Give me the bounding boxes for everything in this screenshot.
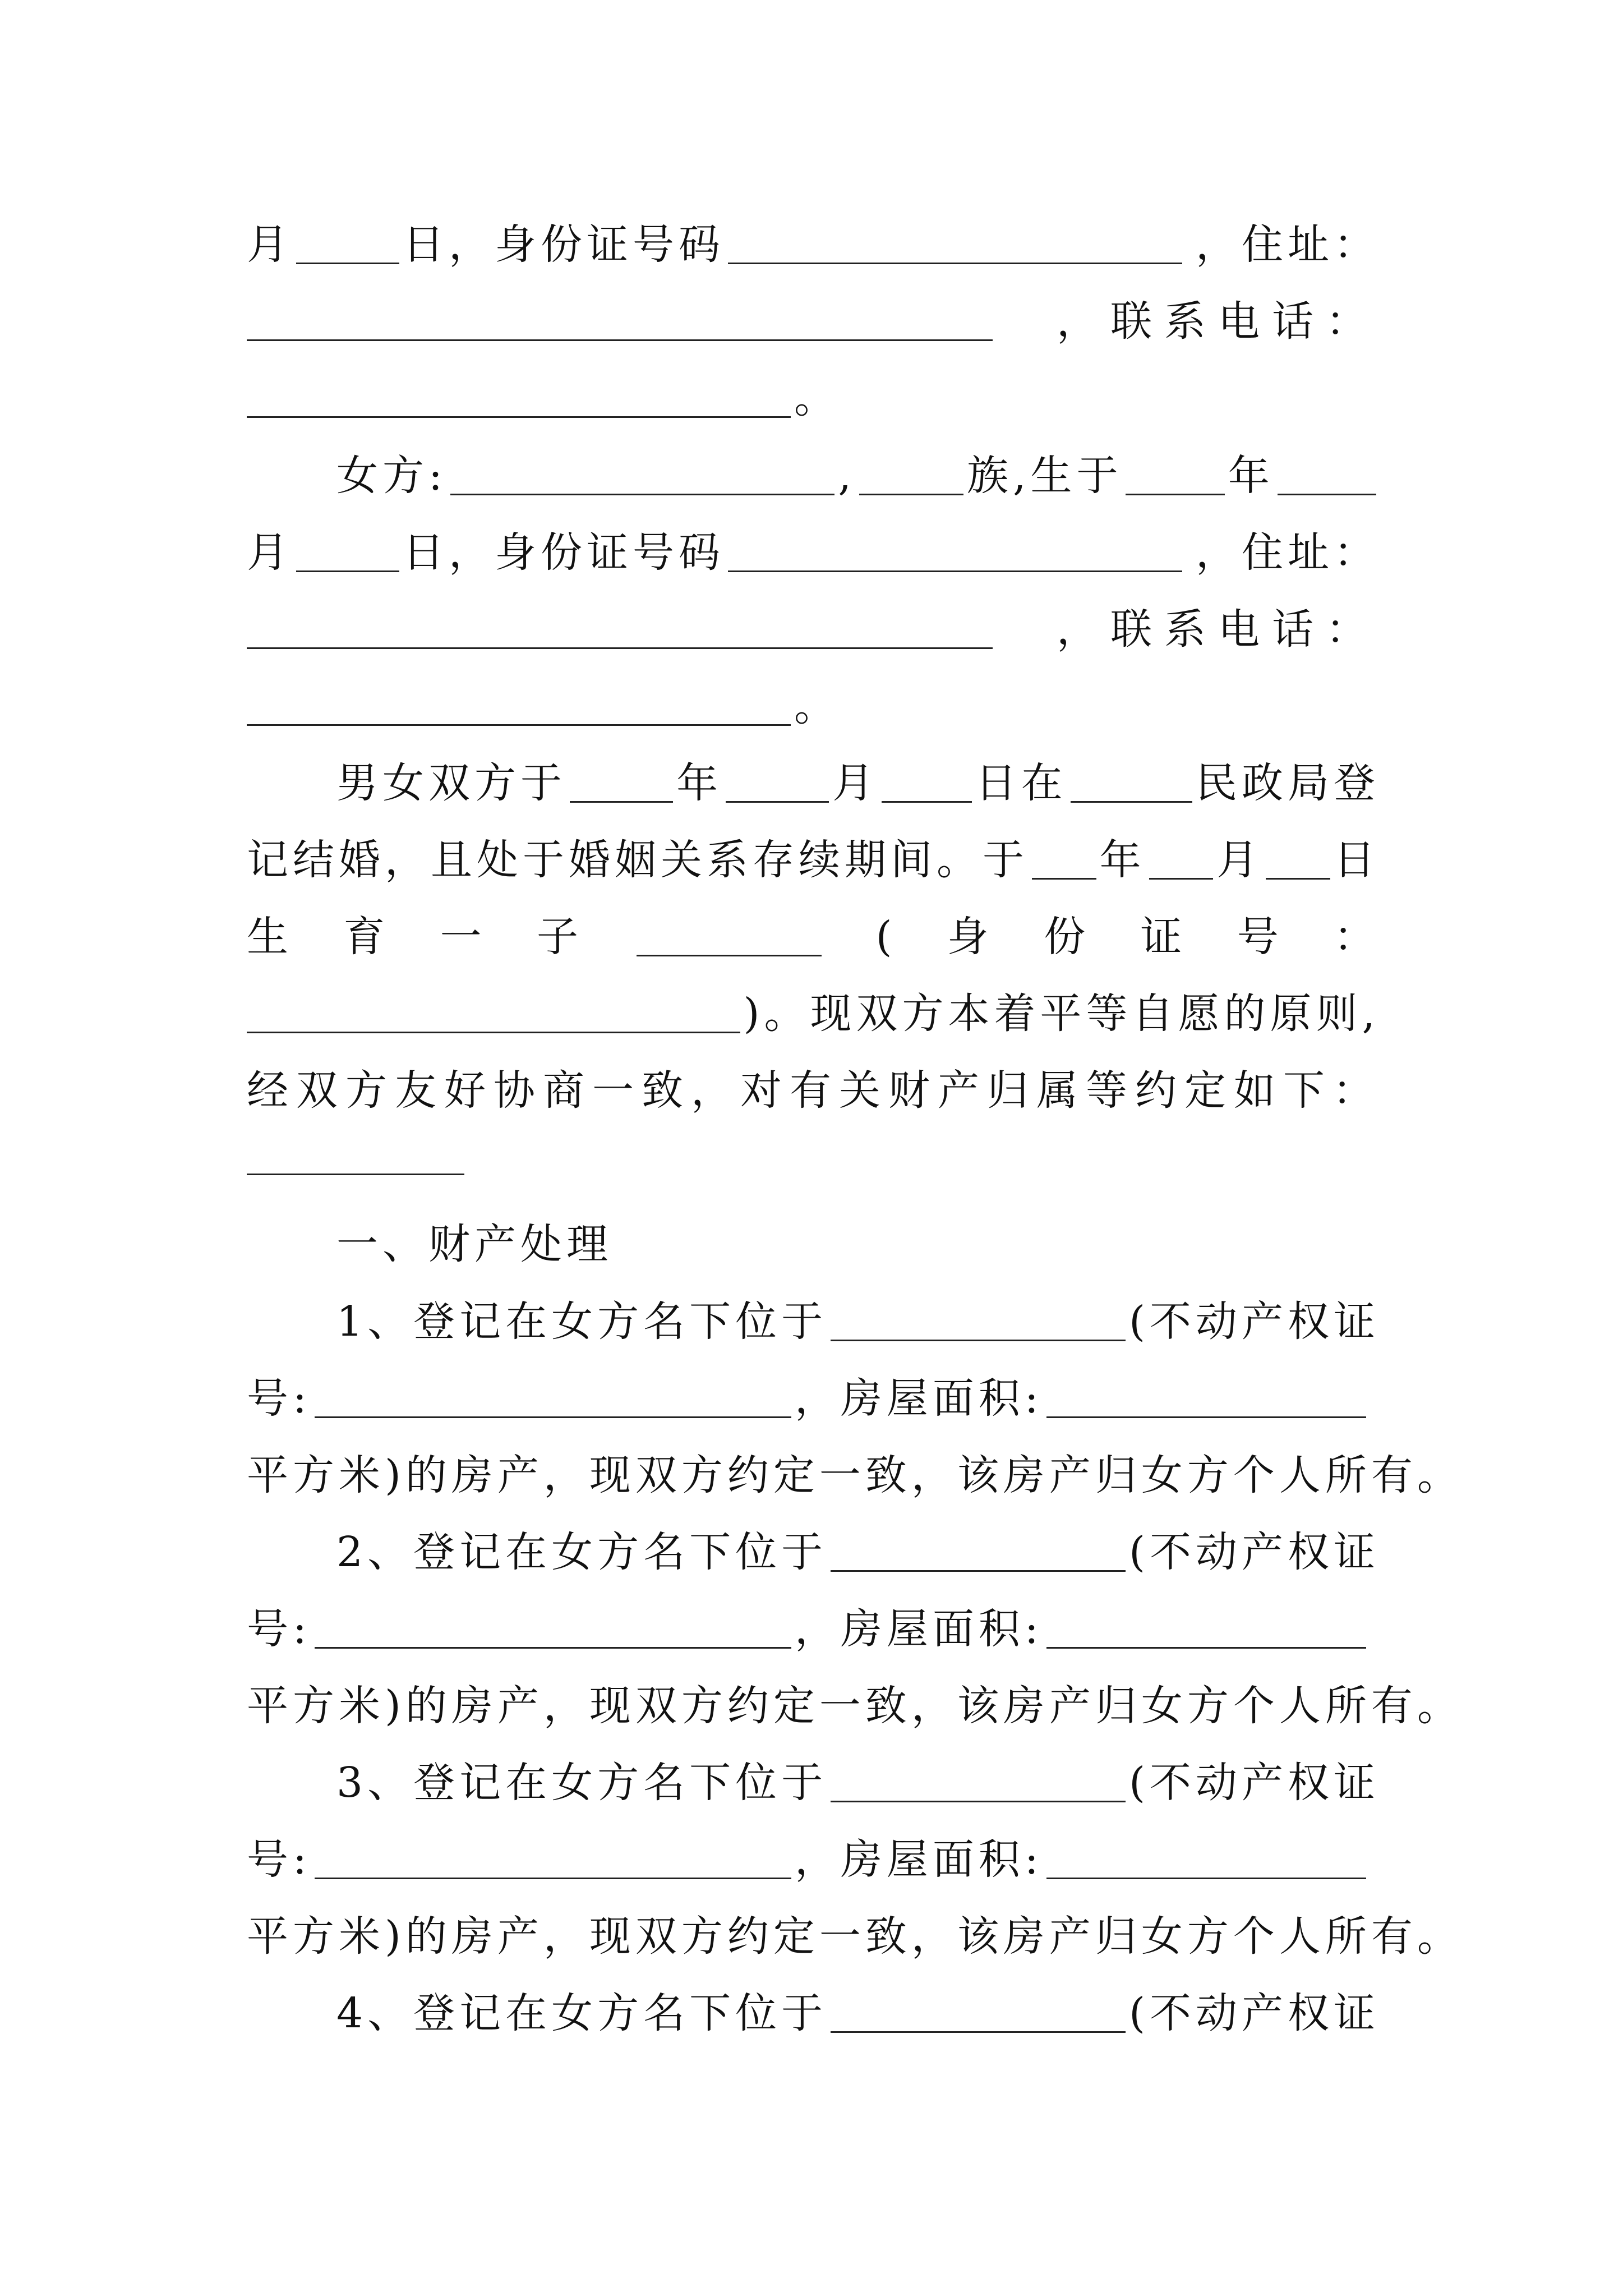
item-tail: 平方米)的房产，现双方约定一致，该房产归女方个人所有。 <box>247 1682 1463 1730</box>
blank-ethnicity[interactable] <box>859 460 963 495</box>
blank-child-day[interactable] <box>1266 844 1330 880</box>
text-address: ，住址： <box>1196 528 1380 577</box>
text-day-id: 日，身份证号码 <box>403 528 725 577</box>
blank-location[interactable] <box>831 1767 1126 1802</box>
item-3-line-1 <box>336 1745 1380 1821</box>
item-tail: 平方米)的房产，现双方约定一致，该房产归女方个人所有。 <box>247 1912 1463 1961</box>
text-char: 生 <box>247 913 293 961</box>
item-2-line-3 <box>247 1668 1463 1744</box>
blank-child-name[interactable] <box>637 921 822 956</box>
text-principle: )。现双方本着平等自愿的原则, <box>743 990 1380 1038</box>
blank-day[interactable] <box>296 537 399 572</box>
item-cert: (不动产权证 <box>1129 1989 1380 2037</box>
marriage-line-1 <box>336 745 1380 821</box>
item-text: 1、登记在女方名下位于 <box>336 1297 828 1346</box>
blank-area[interactable] <box>1046 1613 1366 1649</box>
text-month: 月 <box>1216 836 1263 884</box>
marriage-line-5 <box>247 1052 1380 1129</box>
item-text: 3、登记在女方名下位于 <box>336 1759 828 1807</box>
footnote-separator <box>247 1174 464 1175</box>
text-char: 号 <box>1237 913 1283 961</box>
text-female-label: 女方: <box>336 452 447 500</box>
text-bureau: 民政局登 <box>1196 759 1380 807</box>
blank-area[interactable] <box>1046 1383 1366 1418</box>
blank-day[interactable] <box>296 229 399 264</box>
item-hao: 号: <box>247 1835 311 1884</box>
text-period: 。 <box>794 682 840 730</box>
blank-cert-number[interactable] <box>315 1383 791 1418</box>
item-3-line-3 <box>247 1898 1463 1975</box>
blank-birth-year[interactable] <box>1126 460 1224 495</box>
item-area: ，房屋面积: <box>794 1835 1043 1884</box>
male-line-address-phone <box>247 283 1380 360</box>
text-char: 身 <box>947 913 993 961</box>
text-year: 年 <box>676 759 723 807</box>
blank-female-name[interactable] <box>450 460 834 495</box>
item-tail: 平方米)的房产，现双方约定一致，该房产归女方个人所有。 <box>247 1451 1463 1499</box>
text-marriage-intro: 男女双方于 <box>336 759 566 807</box>
item-1-line-3 <box>247 1437 1463 1513</box>
blank-cert-number[interactable] <box>315 1844 791 1879</box>
male-line-dob-id <box>247 206 1380 283</box>
text-month: 月 <box>247 220 293 269</box>
blank-address[interactable] <box>247 614 993 649</box>
text-char: ： <box>1334 913 1380 961</box>
item-hao: 号: <box>247 1605 311 1653</box>
text-married: 记结婚，且处于婚姻关系存续期间。于 <box>247 836 1029 884</box>
blank-cert-number[interactable] <box>315 1613 791 1649</box>
female-line-name <box>336 438 1380 514</box>
text-born: 族,生于 <box>966 452 1123 500</box>
item-4-line-1 <box>336 1975 1380 2051</box>
male-line-phone-end <box>247 360 1380 436</box>
text-day-id: 日，身份证号码 <box>403 220 725 269</box>
blank-marriage-month[interactable] <box>726 767 829 803</box>
blank-birth-month[interactable] <box>1278 460 1376 495</box>
blank-child-month[interactable] <box>1149 844 1214 880</box>
blank-location[interactable] <box>831 1998 1126 2033</box>
item-text: 4、登记在女方名下位于 <box>336 1989 828 2037</box>
section-1-title: 一、财产处理 <box>336 1220 612 1268</box>
text-agreement-intro: 经双方友好协商一致，对有关财产归属等约定如下： <box>247 1066 1382 1115</box>
text-month: 月 <box>247 528 293 577</box>
female-line-address-phone <box>247 591 1380 668</box>
marriage-line-4 <box>247 976 1380 1052</box>
female-line-dob-id <box>247 514 1380 591</box>
text-char: 一 <box>440 913 486 961</box>
item-1-line-1 <box>336 1283 1380 1360</box>
item-hao: 号: <box>247 1374 311 1423</box>
blank-address[interactable] <box>247 306 993 341</box>
blank-location[interactable] <box>831 1306 1126 1341</box>
item-cert: (不动产权证 <box>1129 1759 1380 1807</box>
item-area: ，房屋面积: <box>794 1605 1043 1653</box>
blank-bureau[interactable] <box>1071 767 1192 803</box>
text-day-at: 日在 <box>975 759 1067 807</box>
item-2-line-2 <box>247 1591 1380 1667</box>
text-char: 育 <box>343 913 390 961</box>
item-2-line-1 <box>336 1514 1380 1590</box>
text-address: ，住址： <box>1196 220 1380 269</box>
text-phone: ，联系电话： <box>1057 297 1380 346</box>
female-line-phone-end <box>247 668 1380 744</box>
text-comma: , <box>838 452 856 500</box>
section-title <box>336 1206 1380 1282</box>
marriage-line-2 <box>247 822 1380 898</box>
blank-area[interactable] <box>1046 1844 1366 1879</box>
item-text: 2、登记在女方名下位于 <box>336 1528 828 1576</box>
blank-id-number[interactable] <box>728 537 1182 572</box>
item-1-line-2 <box>247 1360 1380 1437</box>
text-char: 份 <box>1044 913 1090 961</box>
text-month: 月 <box>832 759 879 807</box>
blank-phone[interactable] <box>247 691 791 726</box>
item-cert: (不动产权证 <box>1129 1528 1380 1576</box>
item-cert: (不动产权证 <box>1129 1297 1380 1346</box>
blank-marriage-year[interactable] <box>570 767 673 803</box>
item-3-line-2 <box>247 1821 1380 1898</box>
text-char: 证 <box>1140 913 1187 961</box>
blank-id-number[interactable] <box>728 229 1182 264</box>
blank-child-year[interactable] <box>1032 844 1096 880</box>
blank-child-id[interactable] <box>247 998 740 1033</box>
blank-marriage-day[interactable] <box>882 767 972 803</box>
text-year: 年 <box>1228 452 1274 500</box>
text-period: 。 <box>794 374 840 422</box>
text-day: 日 <box>1334 836 1380 884</box>
text-phone: ，联系电话： <box>1057 605 1380 654</box>
text-year: 年 <box>1099 836 1146 884</box>
text-char: 子 <box>536 913 583 961</box>
blank-phone[interactable] <box>247 383 791 418</box>
blank-location[interactable] <box>831 1536 1126 1572</box>
text-paren-open: ( <box>875 913 897 961</box>
marriage-line-3 <box>247 899 1380 975</box>
item-area: ，房屋面积: <box>794 1374 1043 1423</box>
